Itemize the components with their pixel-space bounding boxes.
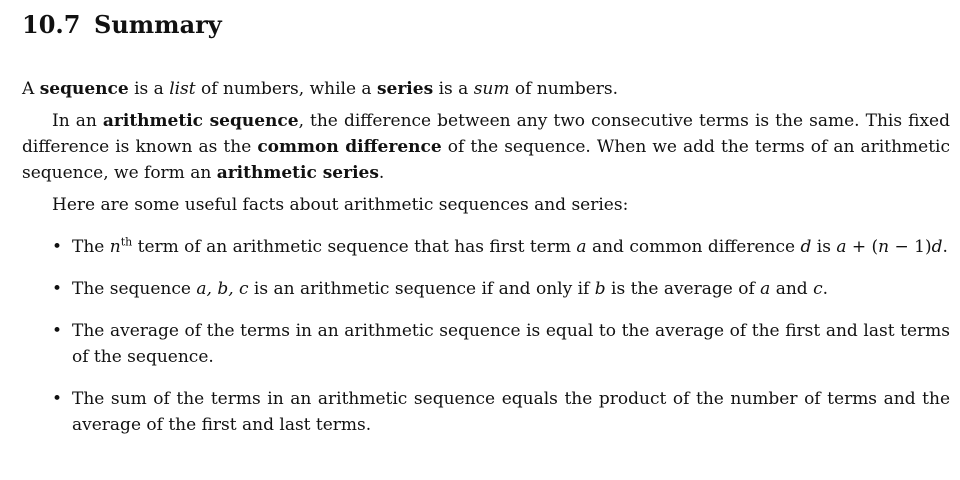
math-a: a: [760, 279, 771, 299]
definition-text-3: of the sequence. When we add the terms of an arithmetic sequence, we form an: [22, 137, 950, 183]
fact-1-text-1: The: [72, 237, 110, 257]
term-arithmetic-series: arithmetic series: [216, 163, 379, 183]
emphasis-list: list: [169, 79, 196, 99]
list-item: [22, 276, 950, 302]
fact-2-text-5: .: [822, 279, 829, 299]
fact-1-text-5: .: [942, 237, 948, 257]
intro-paragraph: [22, 76, 950, 102]
intro-text-1: A: [22, 79, 40, 99]
list-item: [22, 318, 950, 370]
definition-text-2: , the difference between any two consecutive terms is the same. This fixed difference is known as the: [22, 111, 950, 157]
math-c: c: [813, 279, 823, 299]
fact-2-text-4: and: [770, 279, 814, 299]
definition-paragraph: [22, 108, 950, 186]
fact-1-text-2: term of an arithmetic sequence that has first term: [132, 237, 577, 257]
fact-2-text-2: is an arithmetic sequence if and only if: [248, 279, 595, 299]
math-a: a: [576, 237, 587, 257]
math-n: n: [109, 237, 121, 257]
facts-intro-paragraph: Here are some useful facts about arithmetic sequences and series:: [52, 195, 629, 215]
math-b: b: [594, 279, 606, 299]
fact-2-text-1: The sequence: [72, 279, 197, 299]
intro-text-4: is a: [433, 79, 474, 99]
bullet-icon: •: [52, 321, 63, 341]
bullet-icon: •: [52, 389, 63, 409]
math-d: d: [800, 237, 812, 257]
formula-minus-one: − 1): [889, 237, 932, 257]
section-title: Summary: [94, 10, 222, 39]
bullet-icon: •: [52, 279, 63, 299]
list-item: [22, 386, 950, 438]
math-abc: a, b, c: [196, 279, 249, 299]
fact-4-text: The sum of the terms in an arithmetic sequence equals the product of the number of terms and the average of the first and last terms.: [72, 389, 950, 435]
formula-plus: + (: [846, 237, 879, 257]
definition-text-4: .: [378, 163, 385, 183]
nth-term-formula: [836, 237, 942, 257]
fact-2-text-3: is the average of: [605, 279, 761, 299]
definition-text-1: In an: [52, 111, 103, 131]
section-heading: [22, 10, 950, 40]
bullet-icon: •: [52, 237, 63, 257]
formula-n: n: [878, 237, 890, 257]
formula-a: a: [836, 237, 847, 257]
intro-text-2: is a: [128, 79, 170, 99]
term-sequence: sequence: [39, 79, 129, 99]
term-series: series: [376, 79, 434, 99]
intro-text-5: of numbers.: [509, 79, 619, 99]
term-arithmetic-sequence: arithmetic sequence: [102, 111, 299, 131]
emphasis-sum: sum: [473, 79, 510, 99]
list-item: [22, 234, 950, 260]
fact-1-text-3: and common difference: [586, 237, 801, 257]
term-common-difference: common difference: [257, 137, 442, 157]
facts-list: [22, 234, 950, 438]
document-page: [22, 10, 950, 454]
fact-1-text-4: is: [811, 237, 837, 257]
intro-text-3: of numbers, while a: [195, 79, 377, 99]
formula-d: d: [931, 237, 943, 257]
superscript-th: th: [120, 235, 133, 249]
fact-3-text: The average of the terms in an arithmetic sequence is equal to the average of the first and last terms of the sequence.: [72, 321, 950, 367]
section-number: 10.7: [22, 10, 81, 39]
